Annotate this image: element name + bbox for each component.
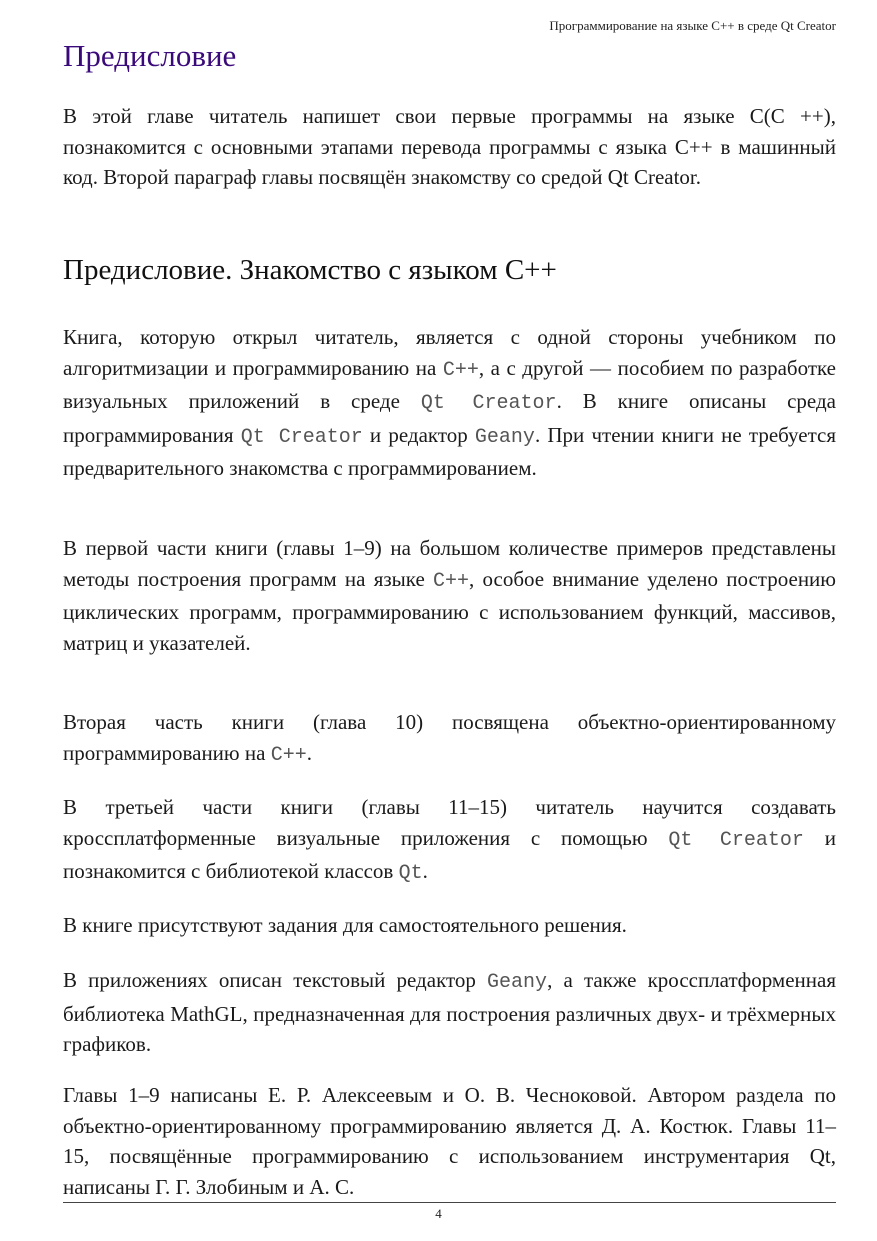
text-run: Книга, которую открыл читатель, является с одной стороны учебником по алгоритмизации и программированию на bbox=[63, 325, 836, 380]
paragraph-4 bbox=[63, 792, 836, 890]
paragraph-6 bbox=[63, 965, 836, 1060]
chapter-title: Предисловие bbox=[63, 38, 237, 73]
code-term: Geany bbox=[487, 971, 548, 994]
code-term: Qt bbox=[398, 862, 423, 885]
running-header: Программирование на языке С++ в среде Qt Creator bbox=[549, 18, 836, 33]
paragraph-7: Главы 1–9 написаны Е. Р. Алексеевым и О. В. Чесноковой. Автором раздела по объектно-ориентированному программированию является Д. А. Костюк. Главы 11–15, посвящённые программированию с использованием инструментария Qt, написаны Г. Г. Злобиным и А. С. bbox=[63, 1083, 836, 1199]
text-run: . bbox=[422, 859, 428, 883]
paragraph-5: В книге присутствуют задания для самостоятельного решения. bbox=[63, 913, 627, 937]
text-run: В третьей части книги (главы 11–15) читатель научится создавать кроссплатформенные визуальные приложения с помощью bbox=[63, 795, 836, 850]
text-run: , а с другой — пособием по разработке визуальных приложений в среде bbox=[63, 355, 836, 413]
paragraph-2 bbox=[63, 533, 836, 658]
code-term: C++ bbox=[442, 358, 479, 382]
code-term: C++ bbox=[270, 743, 307, 767]
text-run: В приложениях описан текстовый редактор bbox=[63, 968, 488, 992]
text-run: . В книге описаны среда программирования bbox=[63, 389, 836, 447]
text-run: и редактор bbox=[362, 422, 475, 447]
paragraph-1 bbox=[63, 322, 836, 484]
code-term: Qt Creator bbox=[420, 392, 557, 415]
code-term: Qt Creator bbox=[240, 425, 363, 449]
paragraph-3 bbox=[63, 707, 836, 771]
code-term: Qt Creator bbox=[668, 828, 804, 852]
text-run: . bbox=[306, 740, 312, 765]
code-term: Geany bbox=[474, 425, 535, 449]
chapter-intro-paragraph: В этой главе читатель напишет свои первые программы на языке С(С ++), познакомится с основными этапами перевода программы с языка С++ в машинный код. Второй параграф главы посвящён знакомству со средой Qt Creator. bbox=[63, 104, 836, 189]
text-run: , особое внимание уделено построению циклических программ, программированию с использованием функций, массивов, матриц и указателей. bbox=[63, 566, 836, 655]
page-number: 4 bbox=[435, 1206, 442, 1221]
section-title: Предисловие. Знакомство с языком С++ bbox=[63, 254, 557, 286]
code-term: C++ bbox=[433, 569, 470, 593]
text-run: , а также кроссплатформенная библиотека MathGL, предназначенная для построения различных двух- и трёхмерных графиков. bbox=[63, 968, 836, 1056]
text-run: Вторая часть книги (глава 10) посвящена объектно-ориентированному программированию на bbox=[63, 710, 836, 765]
footer-rule bbox=[63, 1202, 836, 1203]
text-run: и познакомится с библиотекой классов bbox=[63, 825, 836, 883]
text-run: . При чтении книги не требуется предварительного знакомства с программированием. bbox=[63, 422, 836, 480]
text-run: В первой части книги (главы 1–9) на большом количестве примеров представлены методы построения программ на языке bbox=[63, 536, 836, 591]
